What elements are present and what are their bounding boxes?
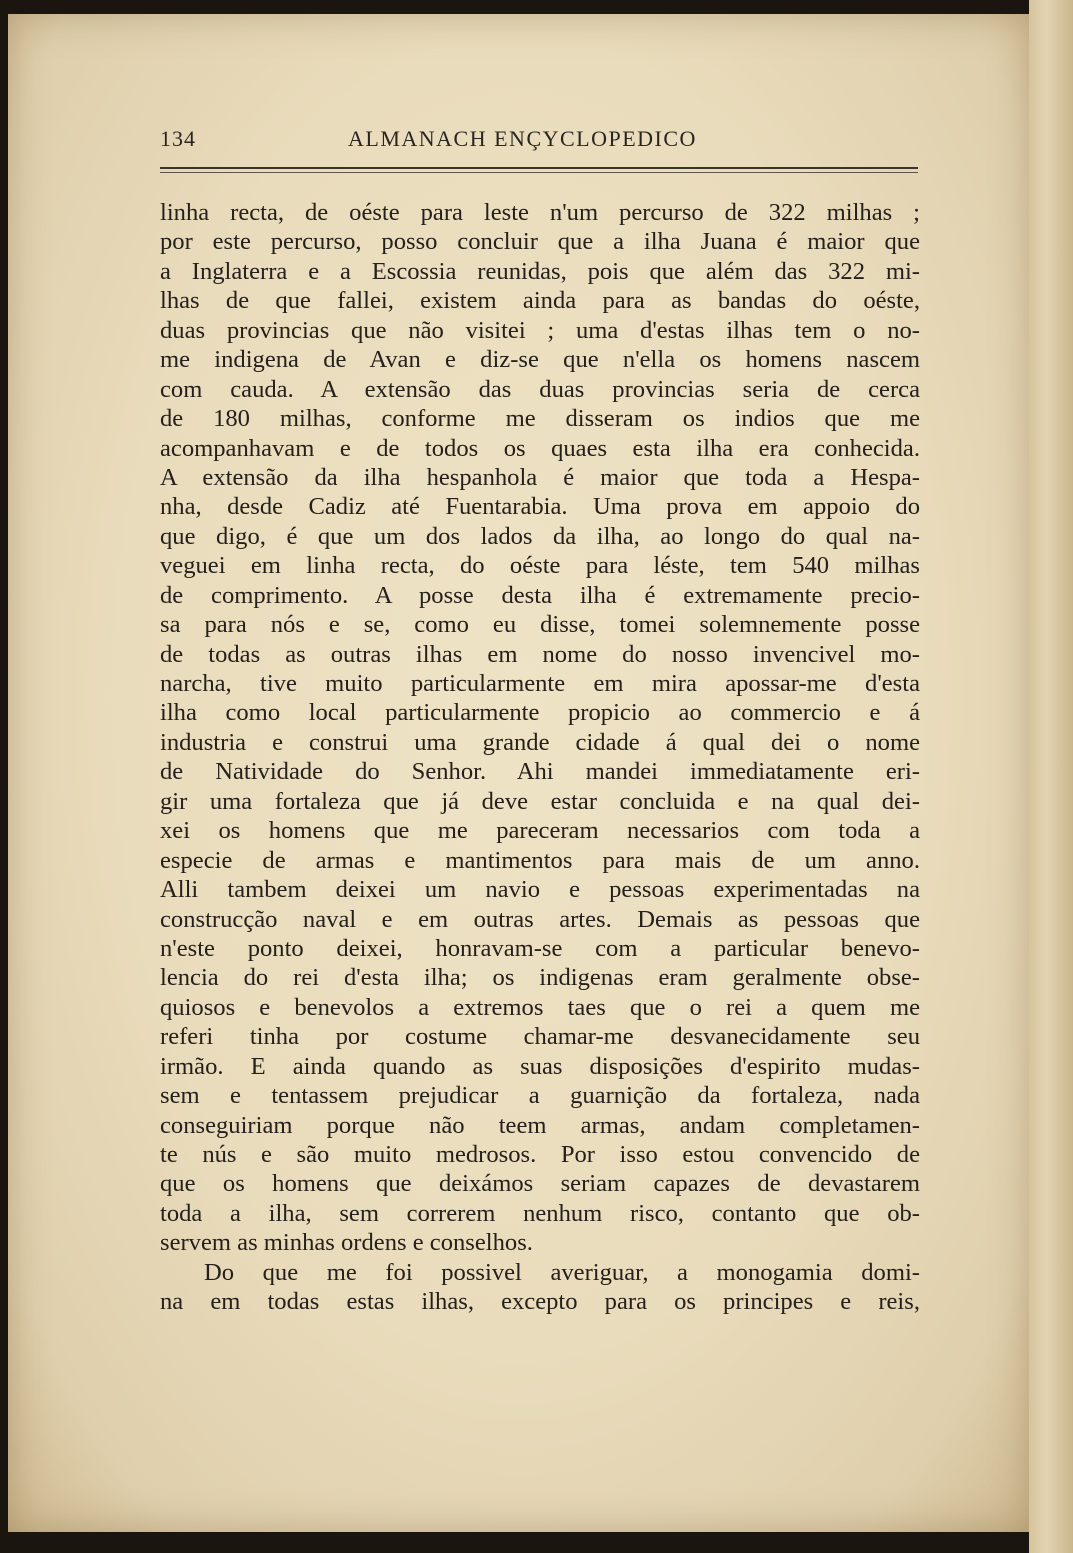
text-line: conseguiriam porque não teem armas, andam completamen- (160, 1111, 920, 1139)
page-edge (1029, 0, 1073, 1553)
text-line: na em todas estas ilhas, excepto para os principes e reis, (160, 1288, 920, 1316)
text-line: servem as minhas ordens e conselhos. (160, 1229, 533, 1257)
text-line: de comprimento. A posse desta ilha é extremamente precio- (160, 581, 920, 609)
text-line: com cauda. A extensão das duas provincias seria de cerca (160, 375, 920, 403)
text-line: A extensão da ilha hespanhola é maior que toda a Hespa- (160, 463, 920, 491)
text-line: Alli tambem deixei um navio e pessoas experimentadas na (160, 876, 920, 904)
text-line: a Inglaterra e a Escossia reunidas, pois que além das 322 mi- (160, 257, 920, 285)
text-line: referi tinha por costume chamar-me desvanecidamente seu (160, 1023, 920, 1051)
text-line: sem e tentassem prejudicar a guarnição da fortaleza, nada (160, 1082, 920, 1110)
text-line: lhas de que fallei, existem ainda para as bandas do oéste, (160, 287, 920, 315)
text-line: Do que me foi possivel averiguar, a monogamia domi- (204, 1258, 920, 1286)
text-line: construcção naval e em outras artes. Demais as pessoas que (160, 905, 920, 933)
text-line: te nús e são muito medrosos. Por isso estou convencido de (160, 1141, 920, 1168)
text-line: nha, desde Cadiz até Fuentarabia. Uma prova em appoio do (160, 493, 920, 521)
text-line: de 180 milhas, conforme me disseram os indios que me (160, 405, 920, 433)
text-line: toda a ilha, sem correrem nenhum risco, contanto que ob- (160, 1199, 920, 1227)
running-title: ALMANACH ENÇYCLOPEDICO (348, 126, 697, 151)
text-line: acompanhavam e de todos os quaes esta ilha era conhecida. (160, 434, 920, 462)
text-line: duas provincias que não visitei ; uma d'estas ilhas tem o no- (160, 316, 920, 344)
page-number: 134 (160, 126, 196, 151)
text-line: gir uma fortaleza que já deve estar concluida e na qual dei- (160, 787, 920, 815)
text-line: ilha como local particularmente propicio ao commercio e á (160, 699, 920, 727)
text-line: que os homens que deixámos seriam capazes de devastarem (160, 1170, 920, 1198)
text-line: irmão. E ainda quando as suas disposições d'espirito mudas- (160, 1052, 920, 1080)
text-line: me indigena de Avan e diz-se que n'ella os homens nascem (160, 346, 920, 374)
text-line: especie de armas e mantimentos para mais de um anno. (160, 846, 920, 874)
text-line: veguei em linha recta, do oéste para léste, tem 540 milhas (160, 552, 920, 580)
page-header (160, 126, 918, 160)
text-line: narcha, tive muito particularmente em mira apossar-me d'esta (160, 670, 920, 697)
header-rule-thin (160, 172, 918, 173)
text-line: de Natividade do Senhor. Ahi mandei immediatamente eri- (160, 758, 920, 786)
text-line: industria e construi uma grande cidade á qual dei o nome (160, 728, 920, 756)
header-rule (160, 167, 918, 169)
text-line: sa para nós e se, como eu disse, tomei solemnemente posse (160, 611, 920, 639)
text-line: que digo, é que um dos lados da ilha, ao longo do qual na- (160, 522, 920, 550)
text-line: n'este ponto deixei, honravam-se com a particular benevo- (160, 934, 920, 962)
body-text (160, 198, 920, 1317)
text-line: xei os homens que me pareceram necessarios com toda a (160, 817, 920, 845)
text-line: de todas as outras ilhas em nome do nosso invencivel mo- (160, 640, 920, 668)
text-line: lencia do rei d'esta ilha; os indigenas eram geralmente obse- (160, 964, 920, 992)
text-line: linha recta, de oéste para leste n'um percurso de 322 milhas ; (160, 199, 920, 226)
text-line: quiosos e benevolos a extremos taes que o rei a quem me (160, 993, 920, 1021)
text-line: por este percurso, posso concluir que a ilha Juana é maior que (160, 228, 920, 256)
